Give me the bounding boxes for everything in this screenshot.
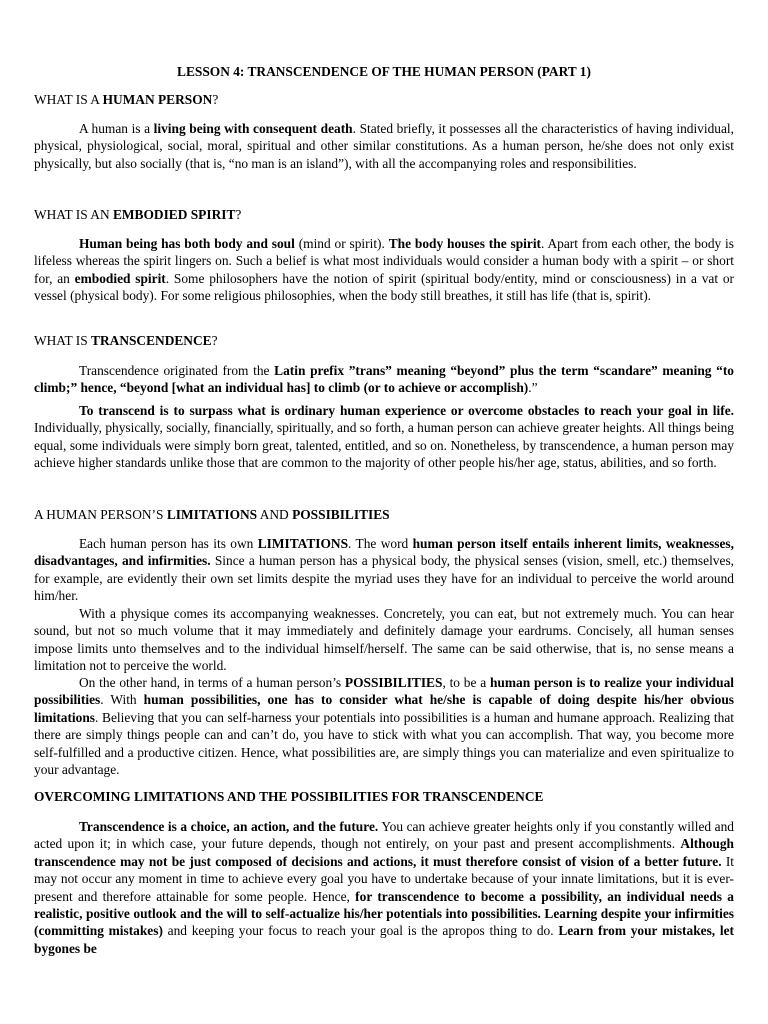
document-page — [34, 0, 734, 1024]
bold-run: human possibilities, one has to consider what he/she is capable of doing despite his/her obvious limitations — [34, 692, 734, 725]
text-run: Since a human person has a physical body, the physical senses (vision, smell, etc.) themselves, for example, are evidently their own set limits despite the myriad uses they have for an individual to perceive the world around him/her. — [34, 553, 735, 604]
text-run: Individually, physically, socially, financially, spiritually, and so forth, a human person can achieve greater heights. All things being equal, some individuals were simply born great, talented, entitled, and so on. Nonetheless, by transcendence, a human person may achieve higher standards unlike those that are common to the majority of other people his/her age, status, abilities, and so forth. — [34, 420, 734, 471]
heading-text: WHAT IS — [34, 333, 92, 348]
text-run: A human is a — [79, 121, 154, 136]
bold-run: To transcend is to surpass what is ordinary human experience or overcome obstacles to reach your goal in life. — [79, 403, 734, 418]
text-run: . With — [100, 692, 144, 708]
heading-text: ? — [212, 92, 219, 107]
heading-overcoming-limitations: OVERCOMING LIMITATIONS AND THE POSSIBILITIES FOR TRANSCENDENCE — [34, 789, 544, 804]
paragraph — [34, 605, 734, 675]
text-run: , to be a — [442, 675, 490, 690]
text-run: With a physique comes its accompanying weaknesses. Concretely, you can eat, but not extremely much. You can hear sound, but not so much volume that it may immediately and definitely damage your eardrums. Concisely, all human senses impose limits unto themselves and to the individual himself/herself. The same can be said otherwise, that is, no sense means a limitation not to perceive the world. — [34, 606, 734, 674]
bold-run: Transcendence is a choice, an action, and the future. — [79, 819, 379, 834]
text-run: You can achieve greater heights only if you constantly willed and acted upon it; in which case, your future depends, though not entirely, on your past and present accomplishments. — [34, 819, 735, 852]
heading-limitations-possibilities — [34, 507, 390, 523]
text-run: Each human person has its own — [79, 536, 258, 551]
heading-bold: POSSIBILITIES — [292, 507, 390, 522]
bold-run: human person is to realize your individual possibilities — [34, 675, 734, 708]
paragraph — [34, 674, 734, 778]
heading-bold: HUMAN PERSON — [102, 92, 213, 107]
text-run: . The word — [348, 536, 413, 551]
paragraph — [34, 535, 734, 605]
text-run: . Stated briefly, it possesses all the characteristics of having individual, physical, physiological, social, moral, spiritual and other similar constitutions. As a human person, he/she does not only exist physically, but also socially (that is, “no man is an island”), with all the accompanying roles and responsibilities. — [34, 121, 734, 171]
paragraph — [34, 120, 734, 172]
paragraph — [34, 402, 734, 472]
bold-run: Latin prefix ”trans” meaning “beyond” plus the term “scandare” meaning “to climb;” hence, “beyond [what an individual has] to climb (or to achieve or accomplish) — [34, 363, 734, 396]
bold-run: POSSIBILITIES — [344, 675, 443, 690]
bold-run: human person itself entails inherent limits, weaknesses, disadvantages, and infirmities. — [34, 536, 734, 569]
heading-text: A HUMAN PERSON’S — [34, 507, 167, 522]
paragraph — [34, 235, 734, 305]
heading-text: AND — [257, 507, 293, 522]
bold-run: Although transcendence may not be just composed of decisions and actions, it must therefore consist of vision of a better future. — [34, 836, 734, 869]
text-run: On the other hand, in terms of a human person’s — [79, 675, 345, 690]
text-run: . Believing that you can self-harness your potentials into possibilities is a human and humane approach. Realizing that there are simply things people can and can’t do, you have to stick with what you can accomplish. That way, you become more self-fulfilled and a productive citizen. Hence, what possibilities are, are simply things you can materialize and even spiritualize to your advantage. — [34, 709, 734, 778]
bold-run: The body houses the spirit — [388, 236, 542, 251]
paragraph — [34, 818, 734, 957]
text-run: .” — [528, 380, 538, 396]
text-run: . Some philosophers have the notion of spirit (spiritual body/entity, mind or consciousness) in a vat or vessel (physical body). For some religious philosophies, when the body still breathes, it still has life (that is, spirit). — [34, 270, 735, 304]
heading-embodied-spirit — [34, 207, 241, 223]
text-run: (mind or spirit). — [294, 236, 389, 251]
heading-text: WHAT IS AN — [34, 207, 113, 222]
heading-text: ? — [211, 333, 218, 348]
heading-transcendence — [34, 333, 218, 349]
text-run: Transcendence originated from the — [79, 363, 275, 378]
lesson-title: LESSON 4: TRANSCENDENCE OF THE HUMAN PERSON (PART 1) — [177, 64, 591, 79]
paragraph — [34, 362, 734, 397]
bold-run: LIMITATIONS — [257, 536, 349, 551]
bold-run: embodied spirit — [74, 270, 166, 286]
heading-human-person — [34, 92, 218, 108]
heading-bold: LIMITATIONS — [166, 507, 258, 522]
heading-bold: TRANSCENDENCE — [91, 333, 212, 348]
bold-run: Learn from your mistakes, let bygones be — [34, 923, 734, 956]
heading-text: WHAT IS A — [34, 92, 103, 107]
text-run: . Apart from each other, the body is lifeless whereas the spirit lingers on. Such a belief is what most individuals would consider a human body with a spirit – or short for, an — [34, 236, 734, 286]
bold-run: for transcendence to become a possibility, an individual needs a realistic, positive outlook and the will to self-actualize his/her potentials into possibilities. — [34, 888, 734, 922]
text-run: and keeping your focus to reach your goal is the apropos thing to do. — [162, 923, 559, 939]
text-run: It may not occur any moment in time to achieve every goal you have to undertake because of your innate limitations, but it is ever-present and therefore attainable for some people. Hence, — [34, 853, 734, 904]
bold-run: Learning despite your infirmities (committing mistakes) — [34, 906, 735, 939]
bold-run: Human being has both body and soul — [79, 236, 295, 251]
heading-bold: EMBODIED SPIRIT — [112, 207, 236, 222]
heading-text: ? — [235, 207, 242, 222]
bold-run: living being with consequent death — [153, 121, 353, 136]
